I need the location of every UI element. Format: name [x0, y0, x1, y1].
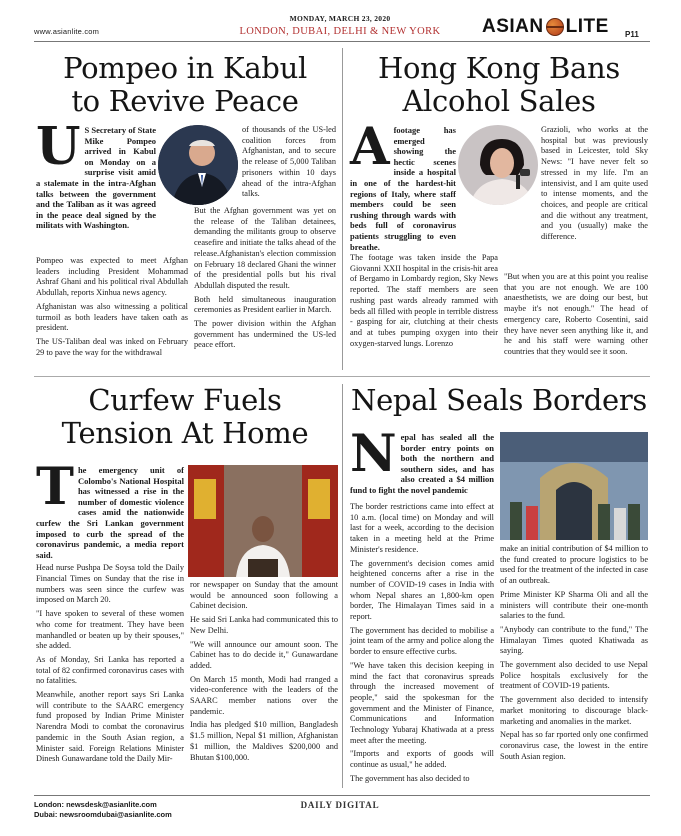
header-rule: [34, 41, 650, 42]
drop-cap: T: [36, 457, 74, 517]
drop-cap: A: [350, 117, 390, 177]
footer-rule: [34, 795, 650, 796]
press-conference-icon: [188, 465, 338, 577]
headline-hongkong: Hong Kong Bans Alcohol Sales: [378, 51, 620, 118]
portrait-icon: [158, 125, 238, 205]
hongkong-col1a: [350, 117, 456, 255]
hongkong-lead: footage has emerged showing the hectic scenes inside a hospital in one of the hardest-hit regions of Italy, where staff members could be seen rushing through wards with beds full of coronavirus patients struggling to even breathe.: [350, 125, 456, 252]
hongkong-photo: [458, 125, 538, 205]
nepal-col1a: [350, 424, 494, 499]
pompeo-photo: [158, 125, 238, 205]
hongkong-col2a: Grazioli, who works at the hospital but was previously based in Leicester, told Sky News: "I have never felt so stressed in my life. I'm an intensivist, and I am quite used to intense moments, and the choices, and people are critical and die without any treatment, and you (usually) make the difference.: [541, 125, 648, 242]
nepal-col2: make an initial contribution of $4 million to the fund created to procure logistics to be used for the treatment of the infected in case of an outbreak. Prime Minister KP Sharma Oli and all the ministers will contribute their one-month salaries to the fund. "Anybody can contribute to the fund," The Himalayan Times quoted Khatiwada as saying. The government also decided to use Nepal Police hospitals exclusively for the treatment of COVID-19 patients. The government also decided to intensify market monitoring to discourage black-marketing and anomalies in the market. Nepal has so far rported only one confirmed coronavirus case, the lowest in the entire South Asian region.: [500, 544, 648, 761]
hongkong-col2: "But when you are at this point you realise that you are not enough. We are 100 anaesthetists, we are doing our best, but maybe it's not enough." The head of emergency care, Roberto Cosentini, said they have never seen anything like it, and he and his staff were warning other countries that they would see it soon.: [504, 272, 648, 356]
portrait-icon: [458, 125, 538, 205]
border-crossing-icon: [500, 432, 648, 540]
headline-nepal: Nepal Seals Borders: [351, 383, 647, 417]
curfew-lead: he emergency unit of Colombo's National Hospital has witnessed a rise in the number of domestic violence cases amid the nationwide curfew the Sri Lankan government imposed to curb the spread of the coronavirus pandemic, a media report said.: [36, 465, 184, 560]
headline-curfew: Curfew Fuels Tension At Home: [61, 383, 309, 450]
curfew-col1: T he emergency unit of Colombo's National Hospital has witnessed a rise in the number of domestic violence cases amid the nationwide curfew the Sri Lankan government imposed to curb the spread of the coronavirus pandemic, a media report said. Head nurse Pushpa De Soysa told the Daily Financial Times on Sunday that the rise in numbers was seen since the curfew was imposed on March 20. "I have spoken to several of these women who come for treatment. They have been manhandled or beaten up by their spouses," she added. As of Monday, Sri Lanka has reported a total of 82 confirmed coronavirus cases with no fatalities. Meanwhile, another report says Sri Lanka will contribute to the SAARC emergency fund proposed by Indian Prime Minister Narendra Modi to combat the coronavirus pandemic in the South Asian region, a Minister said. Foreign Relations Minister Dinesh Gunawardane told the Daily Mir-: [36, 457, 184, 764]
globe-icon: [546, 18, 564, 36]
nepal-photo: [500, 432, 648, 540]
drop-cap: U: [36, 117, 81, 177]
section-rule: [34, 376, 650, 377]
curfew-photo: [188, 465, 338, 577]
nepal-col1: The border restrictions came into effect at 10 a.m. (local time) on Monday and will last for a week, according to the decision taken in a meeting held at the Prime Minister's residence. The government's decision comes amid heightened concerns after a rise in the number of COVID-19 cases in India with whom Nepal shares an 1,800-km open border, The Himalayan Times said in a report. The government has decided to mobilise a joint team of the army and police along the border to ensure effective curbs. "We have taken this decision keeping in mind the fact that coronavirus spreads through the increased movement of people," said the spokesman for the government and the Minister of Finance, Communications and Information Technology Yubaraj Khatiwada at a press meet after the meeting. "Imports and exports of goods will continue as usual," he added. The government has also decided to: [350, 502, 494, 783]
asian-lite-logo: ASIAN LITE: [482, 16, 609, 37]
column-divider-bottom: [342, 384, 343, 788]
column-divider-top: [342, 48, 343, 370]
pompeo-col2a: of thousands of the US-led coalition forces from Afghanistan, and to secure the release of 5,000 Taliban prisoners within 10 days ahead of the intra-Afghan talks.: [242, 125, 336, 199]
page-number: P11: [625, 30, 639, 39]
footer-email-dubai: Dubai: newsroomdubai@asianlite.com: [34, 810, 172, 819]
issue-date: MONDAY, MARCH 23, 2020: [289, 14, 391, 23]
footer-email-london: London: newsdesk@asianlite.com: [34, 800, 157, 809]
nepal-lead: epal has sealed all the border entry points on both the northern and southern sides, and has also created a $4 million fund to fight the novel pandemic: [350, 432, 494, 495]
pompeo-col2: But the Afghan government was yet on the release of the Taliban detainees, demanding the militants group to observe ceasefire and initiate the talks ahead of the release.Afghanistan's election commission on February 18 declared Ghani the winner of the presidential polls but his rival Abdullah disputed the result. Both held simultaneous inauguration ceremonies as President earlier in March. The power division within the Afghan government has undermined the US-led peace effort.: [194, 206, 336, 350]
footer-edition: DAILY DIGITAL: [300, 800, 380, 810]
hongkong-col1: The footage was taken inside the Papa Giovanni XXII hospital in the crisis-hit area of Bergamo in Lombardy region, Sky News reported. The staff members are seen rushing past wards already rammed with beds all filled with people in terrible distress - gasping for air, clutching at their chests and at tubes pumping oxygen into their oxygen-starved lungs. Lorenzo: [350, 253, 498, 348]
pompeo-lead: S Secretary of State Mike Pompeo arrived in Kabul on Monday on a surprise visit amid a stalemate in the intra-Afghan talks between the government and the Taliban as it was agreed in the peace deal signed by the militats with Washington.: [36, 125, 156, 231]
site-url: www.asianlite.com: [34, 27, 100, 36]
headline-pompeo: Pompeo in Kabul to Revive Peace: [63, 51, 307, 118]
pompeo-col1: Pompeo was expected to meet Afghan leaders including President Mohammad Ashraf Ghani and his political rival Abdullah Abdullah, reports Xinhua news agency. Afghanistan was also witnessing a political turmoil as both leaders have taken oath as president. The US-Taliban deal was inked on February 29 to pave the way for the withdrawal: [36, 256, 188, 357]
drop-cap: N: [350, 424, 397, 484]
pompeo-col1a: [36, 117, 156, 234]
edition-cities: LONDON, DUBAI, DELHI & NEW YORK: [239, 26, 441, 37]
curfew-col2: ror newspaper on Sunday that the amount would be announced soon following a Cabinet decision. He said Sri Lanka had communicated this to New Delhi. "We will announce our amount soon. The Cabinet has to do decide it," Gunawardane added. On March 15 month, Modi had rranged a video-conference with the leaders of the SAARC member nations over the pandemic. India has pledged $10 million, Bangladesh $1.5 million, Nepal $1 million, Afghanistan $1 million, the Maldives $200,000 and Bhutan $100,000.: [190, 580, 338, 762]
